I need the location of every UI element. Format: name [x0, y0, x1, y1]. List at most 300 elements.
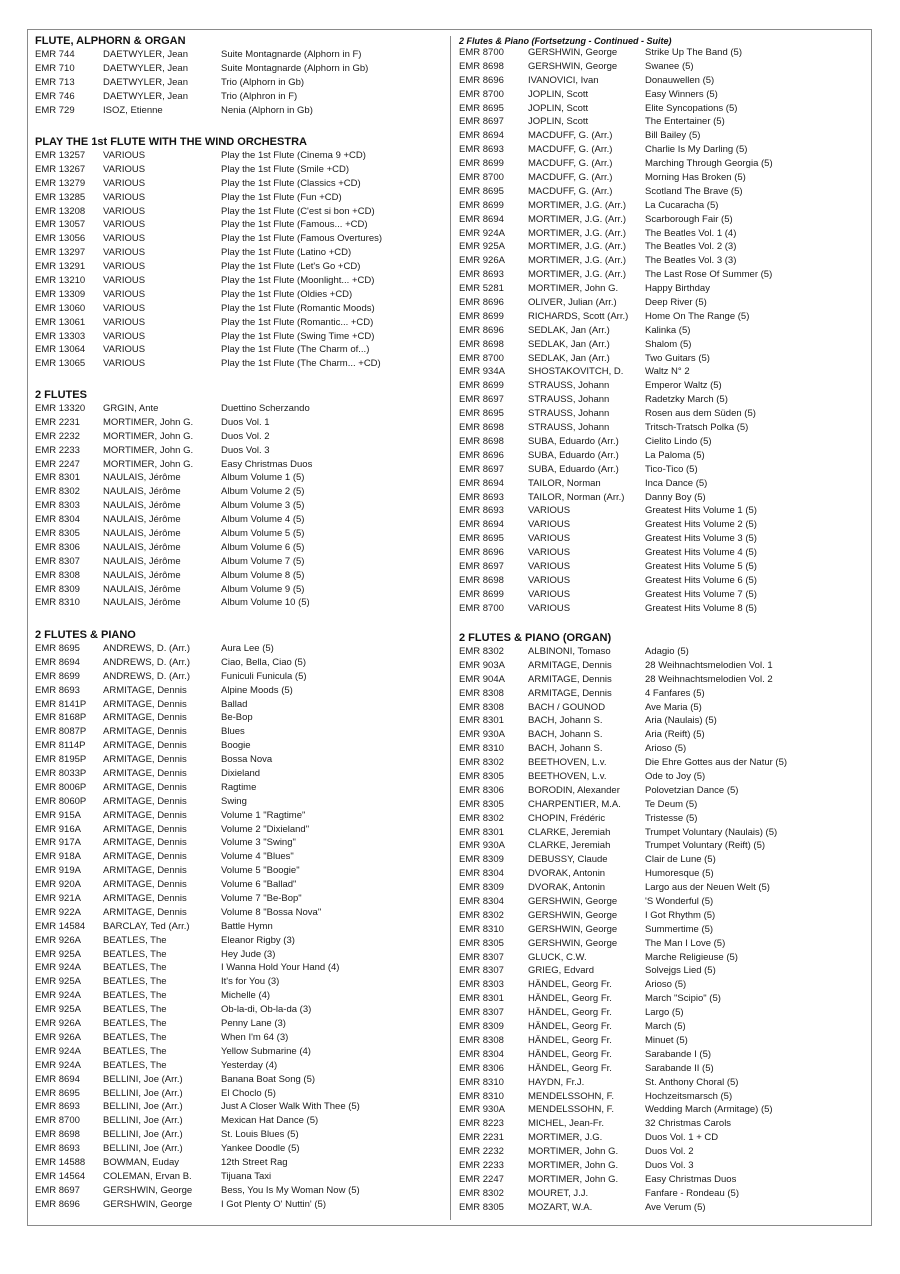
- catalog-row: [35, 177, 440, 191]
- item-code: EMR 8301: [459, 826, 504, 838]
- composer: IVANOVICI, Ivan: [528, 74, 599, 86]
- item-code: EMR 8700: [459, 602, 504, 614]
- work-title: 32 Christmas Carols: [645, 1118, 732, 1130]
- work-title: Play the 1st Flute (Famous... +CD): [221, 219, 368, 231]
- composer: VARIOUS: [103, 344, 146, 356]
- work-title: Play the 1st Flute (Let's Go +CD): [221, 261, 361, 273]
- work-title: Aria (Naulais) (5): [645, 715, 717, 727]
- catalog-row: [35, 1170, 440, 1184]
- catalog-row: [459, 812, 864, 826]
- composer: GERSHWIN, George: [528, 909, 618, 921]
- item-code: EMR 918A: [35, 851, 81, 863]
- item-code: EMR 8087P: [35, 726, 87, 738]
- composer: MORTIMER, J.G. (Arr.): [528, 241, 626, 253]
- item-code: EMR 8310: [459, 923, 504, 935]
- work-title: Charlie Is My Darling (5): [645, 144, 748, 156]
- work-title: The Last Rose Of Summer (5): [645, 269, 773, 281]
- catalog-row: [459, 463, 864, 477]
- catalog-row: [35, 90, 440, 104]
- item-code: EMR 13285: [35, 191, 86, 203]
- composer: ARMITAGE, Dennis: [103, 851, 187, 863]
- catalog-row: [459, 826, 864, 840]
- composer: ARMITAGE, Dennis: [103, 726, 187, 738]
- work-title: 4 Fanfares (5): [645, 687, 705, 699]
- item-code: EMR 13061: [35, 316, 86, 328]
- item-code: EMR 8303: [459, 979, 504, 991]
- item-code: EMR 13291: [35, 261, 86, 273]
- work-title: Greatest Hits Volume 3 (5): [645, 533, 757, 545]
- composer: GERSHWIN, George: [103, 1198, 193, 1210]
- item-code: EMR 8060P: [35, 795, 87, 807]
- composer: BEATLES, The: [103, 948, 167, 960]
- work-title: Tico-Tico (5): [645, 463, 698, 475]
- work-title: Play the 1st Flute (The Charm... +CD): [221, 358, 381, 370]
- composer: BEETHOVEN, L.v.: [528, 757, 607, 769]
- item-code: EMR 8301: [459, 993, 504, 1005]
- catalog-row: [35, 596, 440, 610]
- work-title: Easy Christmas Duos: [221, 458, 313, 470]
- work-title: Michelle (4): [221, 990, 271, 1002]
- work-title: Polovetzian Dance (5): [645, 784, 739, 796]
- catalog-row: [35, 642, 440, 656]
- composer: ARMITAGE, Dennis: [528, 659, 612, 671]
- catalog-row: [459, 964, 864, 978]
- work-title: Cielito Lindo (5): [645, 435, 712, 447]
- composer: SEDLAK, Jan (Arr.): [528, 352, 610, 364]
- item-code: EMR 2232: [459, 1146, 504, 1158]
- work-title: Ragtime: [221, 781, 257, 793]
- catalog-row: [35, 823, 440, 837]
- item-code: EMR 13303: [35, 330, 86, 342]
- catalog-row: [459, 742, 864, 756]
- catalog-row: [35, 1045, 440, 1059]
- catalog-row: [35, 850, 440, 864]
- section-heading: FLUTE, ALPHORN & ORGAN: [35, 35, 186, 47]
- catalog-section: [35, 34, 440, 117]
- item-code: EMR 8694: [35, 1073, 80, 1085]
- composer: BEATLES, The: [103, 1059, 167, 1071]
- work-title: Fanfare - Rondeau (5): [645, 1187, 739, 1199]
- composer: HÄNDEL, Georg Fr.: [528, 1062, 612, 1074]
- catalog-row: [459, 1159, 864, 1173]
- catalog-row: [35, 76, 440, 90]
- catalog-row: [459, 895, 864, 909]
- catalog-row: [35, 218, 440, 232]
- catalog-row: [459, 1187, 864, 1201]
- catalog-row: [459, 978, 864, 992]
- item-code: EMR 8697: [35, 1184, 80, 1196]
- item-code: EMR 8302: [35, 486, 80, 498]
- item-code: EMR 924A: [459, 227, 505, 239]
- composer: MORTIMER, John G.: [528, 283, 619, 295]
- work-title: Volume 6 "Ballad": [221, 879, 297, 891]
- composer: VARIOUS: [103, 330, 146, 342]
- work-title: Inca Dance (5): [645, 477, 708, 489]
- item-code: EMR 916A: [35, 823, 81, 835]
- catalog-row: [35, 260, 440, 274]
- composer: ARMITAGE, Dennis: [103, 698, 187, 710]
- catalog-row: [35, 205, 440, 219]
- catalog-row: [459, 60, 864, 74]
- catalog-row: [459, 867, 864, 881]
- work-title: Play the 1st Flute (Fun +CD): [221, 191, 342, 203]
- catalog-row: [35, 948, 440, 962]
- catalog-row: [35, 62, 440, 76]
- work-title: Solvejgs Lied (5): [645, 965, 716, 977]
- catalog-row: [35, 1073, 440, 1087]
- composer: BORODIN, Alexander: [528, 784, 620, 796]
- composer: MACDUFF, G. (Arr.): [528, 185, 613, 197]
- catalog-section: [459, 631, 864, 1215]
- item-code: EMR 919A: [35, 865, 81, 877]
- work-title: Play the 1st Flute (Cinema 9 +CD): [221, 150, 366, 161]
- catalog-row: [459, 1048, 864, 1062]
- work-title: The Beatles Vol. 1 (4): [645, 227, 737, 239]
- item-code: EMR 744: [35, 49, 75, 60]
- item-code: EMR 8301: [459, 715, 504, 727]
- catalog-row: [35, 48, 440, 62]
- catalog-row: [35, 191, 440, 205]
- item-code: EMR 8309: [459, 1021, 504, 1033]
- composer: NAULAIS, Jérôme: [103, 472, 181, 484]
- work-title: Volume 1 "Ragtime": [221, 809, 306, 821]
- catalog-row: [35, 878, 440, 892]
- composer: VARIOUS: [528, 560, 571, 572]
- item-code: EMR 8307: [459, 951, 504, 963]
- catalog-row: [459, 421, 864, 435]
- item-code: EMR 8308: [459, 701, 504, 713]
- work-title: Largo (5): [645, 1007, 684, 1019]
- work-title: Duos Vol. 1 + CD: [645, 1132, 719, 1144]
- catalog-row: [459, 1076, 864, 1090]
- composer: MORTIMER, J.G. (Arr.): [528, 213, 626, 225]
- work-title: Yesterday (4): [221, 1059, 278, 1071]
- catalog-row: [459, 1090, 864, 1104]
- catalog-row: [35, 989, 440, 1003]
- item-code: EMR 8697: [459, 463, 504, 475]
- catalog-row: [35, 670, 440, 684]
- composer: STRAUSS, Johann: [528, 380, 610, 392]
- catalog-row: [459, 756, 864, 770]
- work-title: Album Volume 7 (5): [221, 555, 305, 567]
- composer: STRAUSS, Johann: [528, 422, 610, 434]
- catalog-row: [35, 471, 440, 485]
- composer: MORTIMER, John G.: [528, 1146, 619, 1158]
- catalog-row: [459, 185, 864, 199]
- item-code: EMR 8699: [35, 670, 80, 682]
- item-code: EMR 924A: [35, 962, 81, 974]
- item-code: EMR 2231: [35, 416, 80, 428]
- composer: GERSHWIN, George: [103, 1184, 193, 1196]
- catalog-row: [35, 795, 440, 809]
- catalog-row: [459, 532, 864, 546]
- item-code: EMR 8695: [35, 643, 80, 654]
- item-code: EMR 8310: [459, 1090, 504, 1102]
- item-code: EMR 8309: [459, 854, 504, 866]
- composer: BEATLES, The: [103, 934, 167, 946]
- work-title: Marche Religieuse (5): [645, 951, 738, 963]
- catalog-row: [35, 698, 440, 712]
- work-title: Arioso (5): [645, 743, 687, 755]
- work-title: Ballad: [221, 698, 248, 710]
- item-code: EMR 8306: [35, 541, 80, 553]
- catalog-row: [459, 923, 864, 937]
- item-code: EMR 8697: [459, 560, 504, 572]
- composer: ARMITAGE, Dennis: [103, 837, 187, 849]
- catalog-row: [459, 338, 864, 352]
- work-title: Te Deum (5): [645, 798, 698, 810]
- catalog-row: [35, 274, 440, 288]
- composer: HAYDN, Fr.J.: [528, 1076, 585, 1088]
- work-title: Adagio (5): [645, 646, 689, 657]
- catalog-row: [459, 129, 864, 143]
- work-title: I Wanna Hold Your Hand (4): [221, 962, 340, 974]
- work-title: Battle Hymn: [221, 920, 273, 932]
- item-code: EMR 8302: [459, 812, 504, 824]
- item-code: EMR 13060: [35, 302, 86, 314]
- work-title: The Entertainer (5): [645, 116, 725, 128]
- item-code: EMR 926A: [35, 1018, 81, 1030]
- work-title: Album Volume 1 (5): [221, 472, 305, 484]
- item-code: EMR 8307: [459, 1007, 504, 1019]
- work-title: Volume 7 "Be-Bop": [221, 893, 302, 905]
- composer: VARIOUS: [528, 547, 571, 559]
- composer: GERSHWIN, George: [528, 896, 618, 908]
- catalog-row: [35, 246, 440, 260]
- item-code: EMR 8307: [459, 965, 504, 977]
- catalog-row: [459, 881, 864, 895]
- section-heading: PLAY THE 1st FLUTE WITH THE WIND ORCHESTRA: [35, 136, 307, 148]
- work-title: Bill Bailey (5): [645, 130, 701, 142]
- work-title: Swanee (5): [645, 60, 694, 72]
- item-code: EMR 926A: [35, 1031, 81, 1043]
- work-title: Duos Vol. 1: [221, 416, 270, 428]
- catalog-row: [35, 753, 440, 767]
- item-code: EMR 8693: [459, 269, 504, 281]
- composer: ARMITAGE, Dennis: [103, 865, 187, 877]
- item-code: EMR 930A: [459, 840, 505, 852]
- catalog-row: [35, 739, 440, 753]
- composer: CHARPENTIER, M.A.: [528, 798, 621, 810]
- item-code: EMR 13297: [35, 247, 86, 259]
- item-code: EMR 13279: [35, 177, 86, 189]
- catalog-row: [459, 352, 864, 366]
- item-code: EMR 8694: [459, 130, 504, 142]
- item-code: EMR 8310: [459, 743, 504, 755]
- item-code: EMR 13320: [35, 403, 86, 414]
- composer: HÄNDEL, Georg Fr.: [528, 1021, 612, 1033]
- composer: VARIOUS: [103, 261, 146, 273]
- work-title: Home On The Range (5): [645, 310, 750, 322]
- work-title: Be-Bop: [221, 712, 253, 724]
- item-code: EMR 8307: [35, 555, 80, 567]
- catalog-row: [459, 728, 864, 742]
- item-code: EMR 2247: [459, 1173, 504, 1185]
- item-code: EMR 8694: [459, 519, 504, 531]
- work-title: Die Ehre Gottes aus der Natur (5): [645, 757, 788, 769]
- composer: ANDREWS, D. (Arr.): [103, 656, 191, 668]
- composer: VARIOUS: [103, 233, 146, 245]
- composer: MACDUFF, G. (Arr.): [528, 130, 613, 142]
- composer: BELLINI, Joe (Arr.): [103, 1087, 183, 1099]
- item-code: EMR 8694: [459, 213, 504, 225]
- work-title: Boogie: [221, 740, 251, 752]
- catalog-row: [459, 240, 864, 254]
- catalog-row: [459, 254, 864, 268]
- work-title: Swing: [221, 795, 247, 807]
- composer: ANDREWS, D. (Arr.): [103, 670, 191, 682]
- item-code: EMR 8114P: [35, 740, 86, 752]
- composer: BACH, Johann S.: [528, 743, 603, 755]
- item-code: EMR 8697: [459, 116, 504, 128]
- work-title: Danny Boy (5): [645, 491, 706, 503]
- composer: JOPLIN, Scott: [528, 116, 589, 128]
- catalog-row: [459, 659, 864, 673]
- work-title: Clair de Lune (5): [645, 854, 716, 866]
- composer: HÄNDEL, Georg Fr.: [528, 1048, 612, 1060]
- item-code: EMR 8695: [459, 102, 504, 114]
- item-code: EMR 922A: [35, 906, 81, 918]
- work-title: Play the 1st Flute (C'est si bon +CD): [221, 205, 375, 217]
- catalog-row: [459, 407, 864, 421]
- composer: VARIOUS: [103, 302, 146, 314]
- composer: VARIOUS: [103, 358, 146, 370]
- catalog-row: [35, 684, 440, 698]
- catalog-row: [35, 809, 440, 823]
- item-code: EMR 924A: [35, 990, 81, 1002]
- item-code: EMR 13065: [35, 358, 86, 370]
- work-title: 12th Street Rag: [221, 1156, 288, 1168]
- work-title: Ave Verum (5): [645, 1201, 706, 1213]
- catalog-row: [35, 527, 440, 541]
- item-code: EMR 8302: [459, 646, 504, 657]
- work-title: Arioso (5): [645, 979, 687, 991]
- composer: MORTIMER, John G.: [103, 416, 194, 428]
- catalog-row: [459, 1173, 864, 1187]
- item-code: EMR 925A: [35, 948, 81, 960]
- composer: VARIOUS: [528, 519, 571, 531]
- item-code: EMR 8168P: [35, 712, 87, 724]
- work-title: Donauwellen (5): [645, 74, 715, 86]
- composer: MOZART, W.A.: [528, 1201, 593, 1213]
- composer: ARMITAGE, Dennis: [103, 809, 187, 821]
- work-title: Album Volume 5 (5): [221, 528, 305, 540]
- composer: MICHEL, Jean-Fr.: [528, 1118, 605, 1130]
- work-title: Easy Winners (5): [645, 88, 718, 100]
- catalog-row: [35, 1087, 440, 1101]
- item-code: EMR 13208: [35, 205, 86, 217]
- work-title: Ode to Joy (5): [645, 771, 706, 783]
- item-code: EMR 8694: [35, 656, 80, 668]
- item-code: EMR 8305: [459, 771, 504, 783]
- composer: DAETWYLER, Jean: [103, 62, 188, 74]
- catalog-row: [459, 714, 864, 728]
- catalog-row: [35, 1156, 440, 1170]
- column-divider: [450, 36, 451, 1220]
- item-code: EMR 8303: [35, 500, 80, 512]
- work-title: Just A Closer Walk With Thee (5): [221, 1101, 360, 1113]
- item-code: EMR 8305: [35, 528, 80, 540]
- composer: NAULAIS, Jérôme: [103, 555, 181, 567]
- composer: VARIOUS: [103, 275, 146, 287]
- catalog-row: [459, 839, 864, 853]
- work-title: March "Scipio" (5): [645, 993, 721, 1005]
- catalog-row: [459, 560, 864, 574]
- item-code: EMR 13210: [35, 275, 86, 287]
- catalog-row: [459, 88, 864, 102]
- work-title: Humoresque (5): [645, 868, 714, 880]
- composer: HÄNDEL, Georg Fr.: [528, 1007, 612, 1019]
- composer: SHOSTAKOVITCH, D.: [528, 366, 624, 378]
- catalog-row: [35, 1059, 440, 1073]
- composer: VARIOUS: [103, 177, 146, 189]
- item-code: EMR 8698: [459, 435, 504, 447]
- composer: NAULAIS, Jérôme: [103, 583, 181, 595]
- catalog-row: [35, 485, 440, 499]
- work-title: Hochzeitsmarsch (5): [645, 1090, 733, 1102]
- composer: VARIOUS: [528, 533, 571, 545]
- catalog-row: [35, 541, 440, 555]
- composer: COLEMAN, Ervan B.: [103, 1170, 192, 1182]
- composer: VARIOUS: [103, 316, 146, 328]
- composer: VARIOUS: [528, 588, 571, 600]
- catalog-row: [459, 74, 864, 88]
- composer: VARIOUS: [103, 150, 146, 161]
- work-title: Banana Boat Song (5): [221, 1073, 316, 1085]
- catalog-row: [35, 163, 440, 177]
- composer: BACH, Johann S.: [528, 715, 603, 727]
- catalog-row: [35, 975, 440, 989]
- item-code: EMR 746: [35, 90, 75, 102]
- composer: MENDELSSOHN, F.: [528, 1104, 615, 1116]
- catalog-row: [459, 1034, 864, 1048]
- catalog-row: [459, 1131, 864, 1145]
- composer: NAULAIS, Jérôme: [103, 569, 181, 581]
- item-code: EMR 8308: [459, 1034, 504, 1046]
- catalog-row: [459, 853, 864, 867]
- work-title: When I'm 64 (3): [221, 1031, 289, 1043]
- catalog-row: [459, 784, 864, 798]
- catalog-row: [35, 444, 440, 458]
- item-code: EMR 8696: [459, 449, 504, 461]
- catalog-section: [35, 135, 440, 371]
- work-title: Dixieland: [221, 768, 261, 780]
- item-code: EMR 920A: [35, 879, 81, 891]
- item-code: EMR 8195P: [35, 754, 87, 766]
- work-title: Hey Jude (3): [221, 948, 276, 960]
- composer: ALBINONI, Tomaso: [528, 646, 611, 657]
- composer: MORTIMER, J.G. (Arr.): [528, 255, 626, 267]
- item-code: EMR 13309: [35, 288, 86, 300]
- work-title: Play the 1st Flute (Smile +CD): [221, 163, 350, 175]
- composer: BELLINI, Joe (Arr.): [103, 1101, 183, 1113]
- item-code: EMR 8696: [459, 297, 504, 309]
- item-code: EMR 8698: [459, 60, 504, 72]
- item-code: EMR 8693: [35, 1101, 80, 1113]
- composer: ARMITAGE, Dennis: [528, 673, 612, 685]
- work-title: Play the 1st Flute (Oldies +CD): [221, 288, 353, 300]
- work-title: 28 Weihnachtsmelodien Vol. 2: [645, 673, 773, 685]
- catalog-row: [35, 781, 440, 795]
- catalog-row: [35, 767, 440, 781]
- catalog-section: [459, 36, 864, 616]
- composer: BEATLES, The: [103, 1031, 167, 1043]
- item-code: EMR 8695: [459, 533, 504, 545]
- composer: BEATLES, The: [103, 1004, 167, 1016]
- work-title: Greatest Hits Volume 6 (5): [645, 574, 757, 586]
- catalog-row: [35, 961, 440, 975]
- composer: CLARKE, Jeremiah: [528, 826, 611, 838]
